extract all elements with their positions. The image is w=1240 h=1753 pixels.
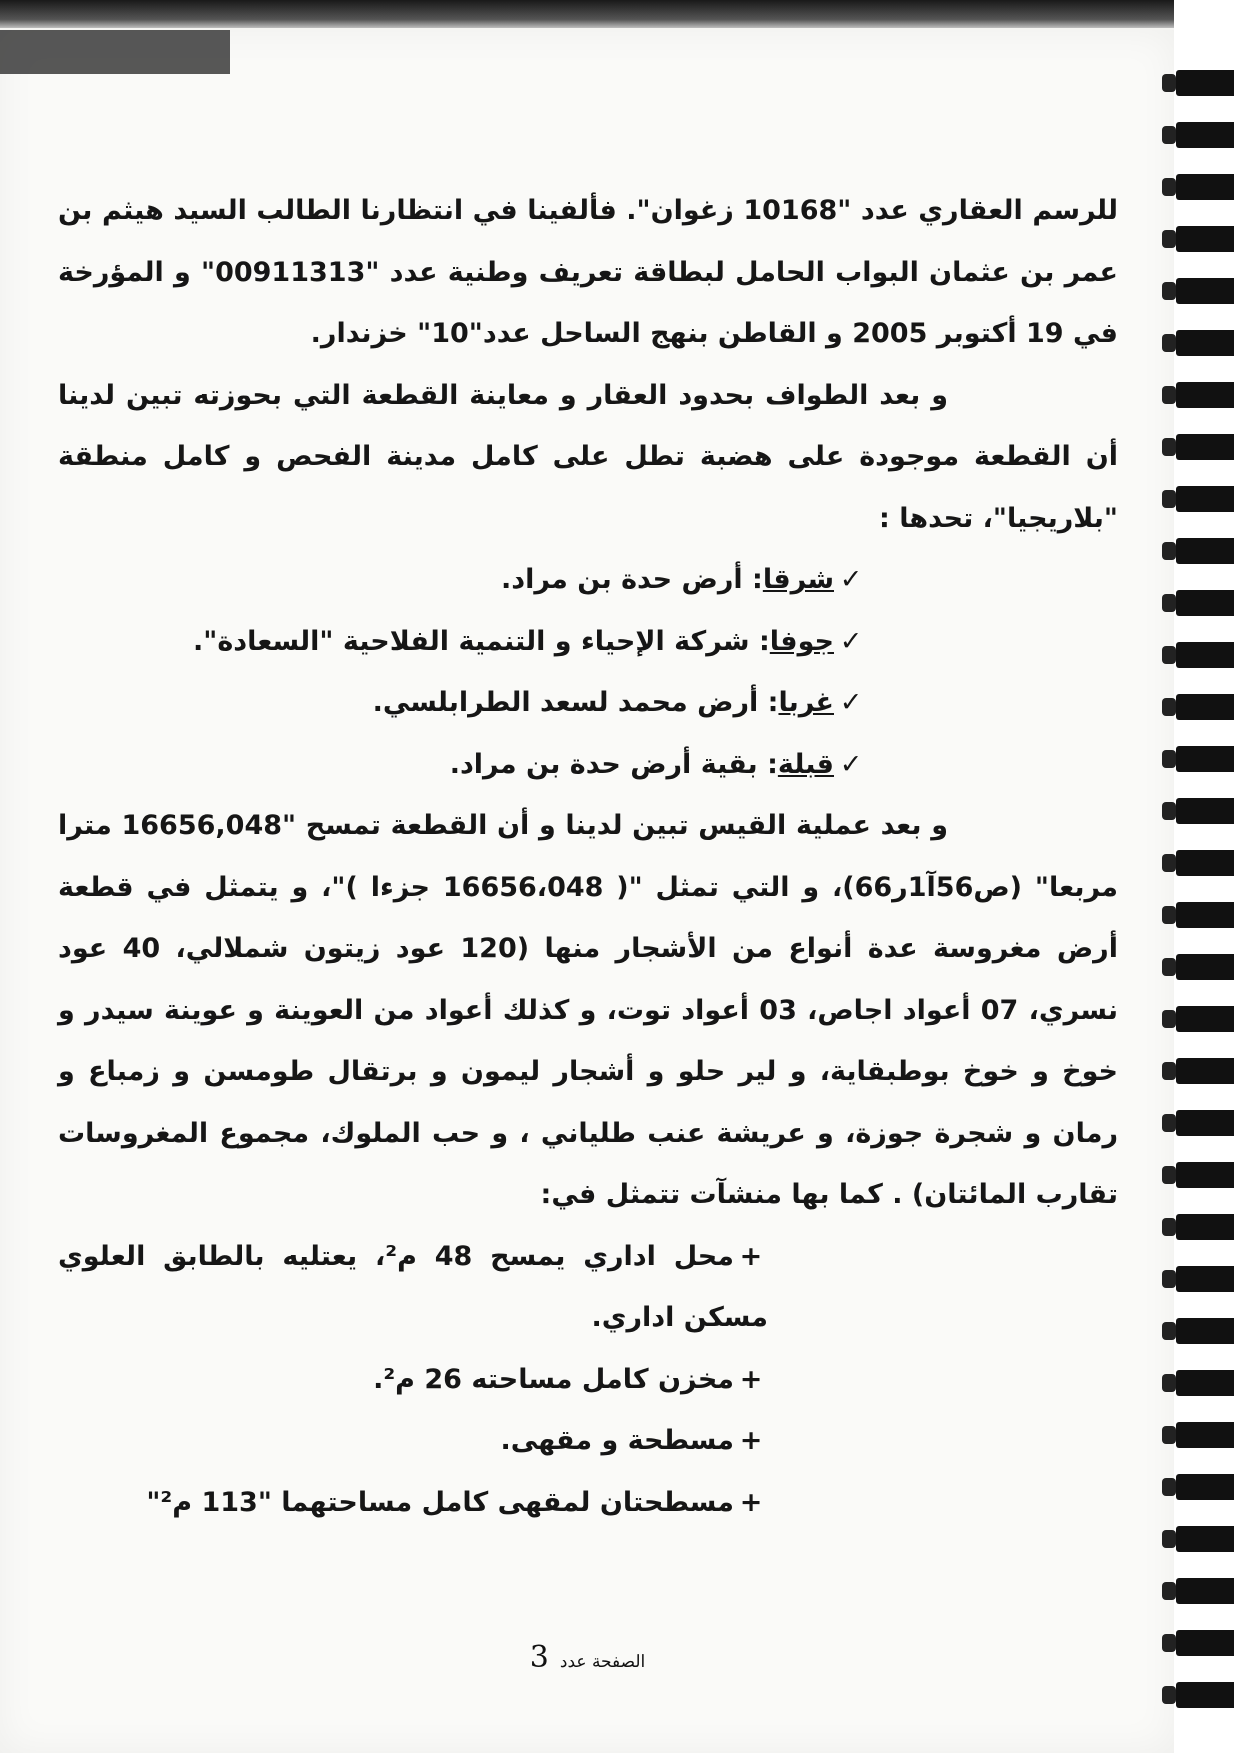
binding-ring (1176, 1630, 1234, 1656)
boundary-south (58, 734, 868, 796)
binding-ring (1176, 1006, 1234, 1032)
binding-ring (1176, 954, 1234, 980)
binding-ring (1176, 1162, 1234, 1188)
binding-ring (1176, 434, 1234, 460)
boundary-label: جوفا (769, 625, 834, 657)
binding-ring (1176, 1422, 1234, 1448)
binding-ring (1176, 1474, 1234, 1500)
paragraph-measurement: و بعد عملية القيس تبين لدينا و أن القطعة تمسح "16656,048 مترا مربعا" (ص56آ1ر66)، و التي تمثل "( 16656،048 جزءا )"، و يتمثل في قطعة أرض مغروسة عدة أنواع من الأشجار منها (120 عود زيتون شملالي، 40 عود نسري، 07 أعواد اجاص، 03 أعواد توت، و كذلك أعواد من العوينة و عوينة سيدر و خوخ و خوخ بوطبقاية، و لير حلو و أشجار ليمون و برتقال طومسن و زمباع و رمان و شجرة جوزة، و عريشة عنب طلياني ، و حب الملوك، مجموع المغروسات تقارب المائتان) . كما بها منشآت تتمثل في: (58, 810, 1118, 1210)
boundary-west (58, 672, 868, 734)
binding-ring (1176, 278, 1234, 304)
binding-ring (1176, 1370, 1234, 1396)
boundary-text: : أرض حدة بن مراد. (501, 564, 763, 595)
plus-icon: + (739, 1240, 763, 1272)
binding-ring (1176, 590, 1234, 616)
binding-ring (1176, 642, 1234, 668)
check-icon: ✓ (839, 625, 863, 657)
paragraph-identity: للرسم العقاري عدد "10168 زغوان". فألفينا في انتظارنا الطالب السيد هيثم بن عمر بن عثمان البواب الحامل لبطاقة تعريف وطنية عدد "00911313" و المؤرخة في 19 أكتوبر 2005 و القاطن بنهج الساحل عدد"10" خزندار. (58, 195, 1118, 349)
boundary-text: : بقية أرض حدة بن مراد. (449, 748, 778, 780)
facility-item (58, 1410, 768, 1472)
binding-ring (1176, 486, 1234, 512)
binding-ring (1176, 538, 1234, 564)
boundary-east (58, 549, 868, 611)
binding-ring (1176, 1578, 1234, 1604)
binding-ring (1176, 330, 1234, 356)
facility-text: مسطحتان لمقهى كامل مساحتهما "113 م²" (146, 1486, 734, 1518)
binding-ring (1176, 70, 1234, 96)
boundary-label: شرقا (762, 564, 834, 595)
paragraph-survey-intro: و بعد الطواف بحدود العقار و معاينة القطعة التي بحوزته تبين لدينا أن القطعة موجودة على هضبة تطل على كامل مدينة الفحص و كامل منطقة "بلاريجيا"، تحدها : (58, 379, 1118, 534)
check-icon: ✓ (839, 687, 863, 718)
plus-icon: + (739, 1363, 763, 1395)
facility-item (58, 1472, 768, 1534)
binding-ring (1176, 1682, 1234, 1708)
facility-text: مخزن كامل مساحته 26 م². (373, 1363, 734, 1395)
page-number-label: الصفحة عدد (559, 1652, 646, 1672)
spiral-binding (1174, 0, 1240, 1753)
page-footer (0, 1640, 1175, 1675)
binding-ring (1176, 1318, 1234, 1344)
facility-item (58, 1349, 768, 1411)
binding-ring (1176, 174, 1234, 200)
facility-text: محل اداري يمسح 48 م²، يعتليه بالطابق العلوي مسكن اداري. (58, 1240, 768, 1333)
binding-ring (1176, 1058, 1234, 1084)
binding-ring (1176, 226, 1234, 252)
plus-icon: + (739, 1486, 763, 1518)
binding-ring (1176, 1526, 1234, 1552)
binding-ring (1176, 798, 1234, 824)
check-icon: ✓ (839, 564, 863, 595)
plus-icon: + (739, 1425, 763, 1456)
binding-ring (1176, 122, 1234, 148)
facility-item (58, 1226, 768, 1349)
facility-text: مسطحة و مقهى. (500, 1425, 734, 1456)
scan-shadow (0, 30, 230, 74)
boundary-text: : شركة الإحياء و التنمية الفلاحية "السعادة". (193, 625, 770, 657)
binding-ring (1176, 1266, 1234, 1292)
boundary-label: قبلة (777, 748, 834, 780)
check-icon: ✓ (839, 748, 863, 780)
boundary-text: : أرض محمد لسعد الطرابلسي. (372, 687, 779, 718)
binding-ring (1176, 902, 1234, 928)
binding-ring (1176, 382, 1234, 408)
binding-ring (1176, 850, 1234, 876)
binding-ring (1176, 694, 1234, 720)
page-number: 3 (529, 1640, 549, 1675)
binding-ring (1176, 1110, 1234, 1136)
binding-ring (1176, 1214, 1234, 1240)
binding-ring (1176, 746, 1234, 772)
scanner-edge (0, 0, 1240, 28)
document-body (58, 180, 1118, 1533)
boundary-label: غربا (778, 687, 834, 718)
boundary-north (58, 611, 868, 673)
